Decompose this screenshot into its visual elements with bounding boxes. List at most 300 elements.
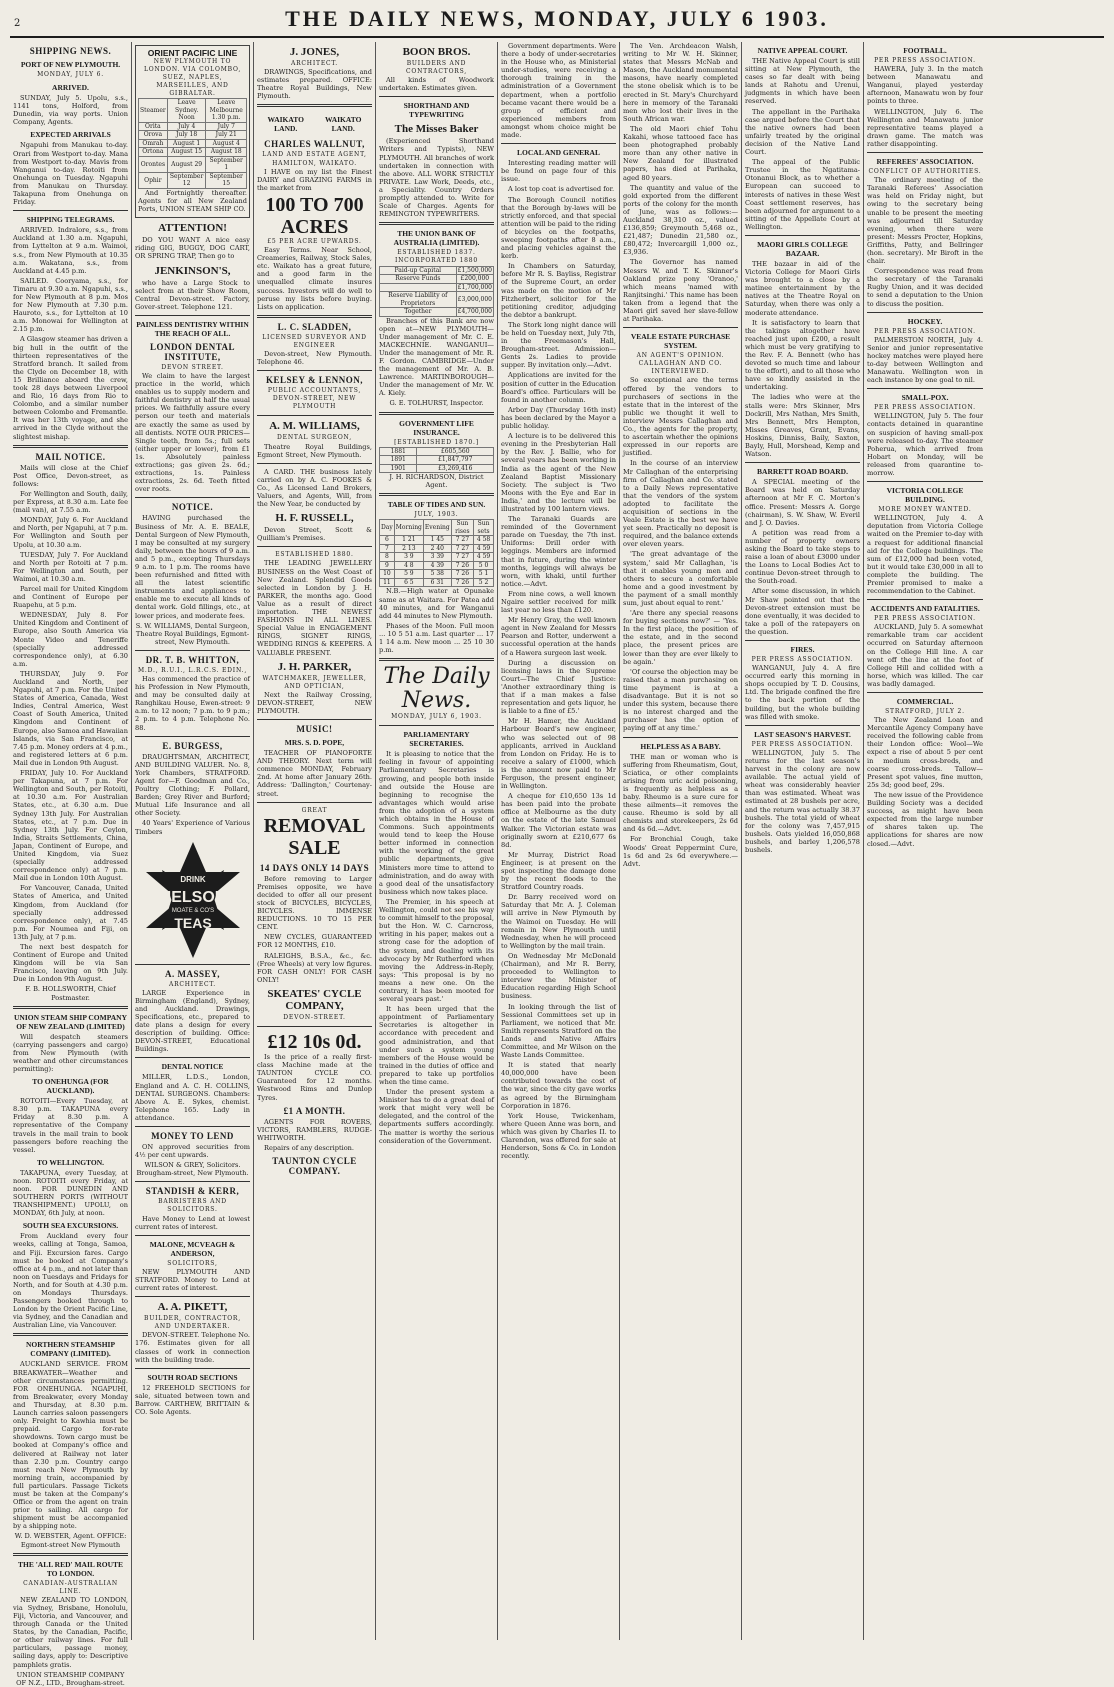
vealle-sub-2: CALLAGHAN AND CO. INTERVIEWED. bbox=[638, 360, 723, 376]
referees-text: The ordinary meeting of the Taranaki Referees' Association was held on Friday night, but owing to the secretary being unable to be present the meeting was adjourned till Saturday evening, when there were present: Messrs Procter, Hopkins, Griffiths, Patty, and Bellringer (hon. secretary). Mr Biroft in the chair. bbox=[867, 176, 983, 266]
divider bbox=[257, 546, 372, 547]
table-cell: 3 9 bbox=[394, 553, 423, 562]
repairs-text: Repairs of any description. bbox=[264, 1143, 355, 1152]
removal-sale-heading: REMOVAL SALE bbox=[263, 814, 366, 859]
orient-subheading: NEW PLYMOUTH TO LONDON. VIA COLOMBO, SUEZ, NAPLES, MARSEILLES, AND GIBRALTAR. bbox=[143, 58, 242, 98]
nss-text: AUCKLAND SERVICE. FROM BREAKWATER—Weather and other circumstances permitting. FOR ONEHUNGA. NGAPUHI, from Breakwater, every Monday and Thursday, at 8.30 p.m. Launch carries saloon passengers only. Freight to Kawhia must be prepaid. Cargo for-rate showdowns. Town cargo must be booked at Company's office and delivered at Railway not later than 2.30 p.m. Country cargo must reach New Plymouth by morning train, accompanied by full particulars. Passage Tickets must be taken at the Company's Office or from the agent on train prior to sailing. All cargo for shipment must be accompanied by a shipping note. bbox=[13, 1360, 128, 1531]
local-item: A cheque for £10,650 13s 1d has been paid into the probate office at Melbourne as the duty on the estate of the late Samuel Walker. The Victorian estate was originally sworn at £210,677 6s 8d. bbox=[501, 792, 616, 849]
divider bbox=[135, 1181, 250, 1182]
table-cell: 9 bbox=[380, 561, 395, 570]
uss-text: Will despatch steamers (carrying passengers and cargo) from New Plymouth (with weather and other circumstances permitting): bbox=[13, 1032, 128, 1074]
mail-signature: F. B. HOLLSWORTH, Chief Postmaster. bbox=[25, 985, 116, 1002]
column-6 bbox=[620, 42, 742, 1640]
vealle-text: 'The great advantage of the system,' said Mr Callaghan, 'is that it enables young men and others to secure a comfortable home and a good investment by the payment of a small monthly sum, just about equal to rent.' bbox=[623, 550, 738, 607]
table-cell: 6 31 bbox=[423, 578, 451, 587]
table-row bbox=[380, 283, 494, 292]
kelsey-heading: KELSEY & LENNON, bbox=[266, 375, 363, 386]
jones-heading: J. JONES, bbox=[289, 46, 340, 58]
vealle-text: 'Are there any special reasons for buying sections now?' — 'Yes. In the first place, the position of the estate, and in the second place, the present prices are lower than they are ever likely to be again.' bbox=[623, 609, 738, 666]
days-label: 14 DAYS ONLY 14 DAYS bbox=[259, 862, 370, 873]
table-cell: August 18 bbox=[206, 148, 247, 157]
table-row bbox=[139, 156, 247, 172]
waikato-row bbox=[257, 111, 372, 135]
table-row bbox=[380, 553, 494, 562]
whitton-sub: M.D., R.U.I., L.R.C.S. EDIN., bbox=[137, 666, 248, 674]
bank-signature: G. E. TOLHURST, Inspector. bbox=[389, 399, 484, 408]
pikett-sub: BUILDER, CONTRACTOR, AND UNDERTAKER. bbox=[144, 1315, 241, 1331]
bank-established: ESTABLISHED 1837. INCORPORATED 1880 bbox=[394, 249, 479, 265]
jenkinson-text: who have a Large Stock to select from at their Show Room, Central Devon-street. Factory, Gover-street. Telephone 121. bbox=[135, 278, 250, 311]
teas-top-text: DRINK bbox=[179, 874, 206, 884]
pikett-heading: A. A. PIKETT, bbox=[157, 1301, 228, 1314]
table-row bbox=[380, 275, 494, 284]
mail-text-6: WEDNESDAY, July 8. For United Kingdom and Continent of Europe, also South America via Monte Video and Teneriffe (specially addressed correspondence only), at 6.30 a.m. bbox=[13, 611, 128, 668]
news-item: The quantity and value of the gold exported from the different ports of the colony for the month of June, was as follows:—Auckland 38,310 oz., valued £136,859; Greymouth 5,468 oz., £21,487; Dunedin 21,580 oz., £80,472; Invercargill 1,000 oz., £3,936. bbox=[623, 183, 738, 257]
divider bbox=[257, 415, 372, 416]
table-cell: 11 bbox=[380, 578, 395, 587]
hockey-heading: HOCKEY. bbox=[907, 316, 943, 326]
table-cell: Orontes bbox=[139, 156, 168, 172]
fires-heading: FIRES. bbox=[790, 645, 815, 654]
divider bbox=[379, 96, 494, 97]
table-cell: £200,000 bbox=[456, 275, 493, 284]
divider bbox=[257, 1026, 372, 1027]
table-cell: September 15 bbox=[206, 172, 247, 188]
vealle-heading: VEALE ESTATE PURCHASE SYSTEM. bbox=[630, 332, 731, 351]
table-cell: 7 27 bbox=[451, 536, 473, 545]
divider bbox=[745, 462, 860, 463]
accidents-heading: ACCIDENTS AND FATALITIES. bbox=[870, 604, 980, 614]
table-cell: 10 bbox=[380, 570, 395, 579]
column-1 bbox=[10, 42, 132, 1687]
hockey-sub: PER PRESS ASSOCIATION. bbox=[874, 327, 976, 335]
table-row bbox=[139, 131, 247, 140]
local-item: From nine cows, a well known Ngaire settler received for milk last year no less than £120. bbox=[501, 589, 616, 615]
sea-heading: SOUTH SEA EXCURSIONS. bbox=[22, 1221, 119, 1231]
hockey-text: PALMERSTON NORTH, July 4. Senior and junior representative hockey matches were played here to-day between Wellington and Manawatu. Wellington won in each instance by one goal to nil. bbox=[867, 335, 983, 385]
local-item: Interesting reading matter will be found on page four of this issue. bbox=[501, 159, 616, 184]
dental-text: MILLER, L.D.S., London, England and A. C. H. COLLINS, DENTAL SURGEONS. Chambers: Above A. E. Sykes, chemist. Telephone 165. Lady in attendance. bbox=[135, 1073, 250, 1122]
bank-table bbox=[379, 266, 494, 317]
wellington-heading: TO WELLINGTON. bbox=[36, 1157, 105, 1167]
allred-heading: THE 'ALL RED' MAIL ROUTE TO LONDON. bbox=[17, 1559, 124, 1578]
allred-subheading: CANADIAN-AUSTRALIAN LINE. bbox=[23, 1579, 118, 1595]
bank-text: Branches of this Bank are now open at—NEW PLYMOUTH—Under management of Mr. C. E. MACKECHNIE. WANGANUI—Under the management of Mr. R. F. Gordon. CAMBRIDGE—Under the management of Mr. A. B. Lawrence. MARTINBOROUGH—Under the management of Mr. W. A. Kiely. bbox=[379, 316, 494, 398]
mail-text-10: The next best despatch for Continent of Europe and United Kingdom will be via San Francisco, leaving on 9th July. Due in London 9th August. bbox=[13, 943, 128, 984]
teas-mid-text: MOATE & CO'S bbox=[171, 907, 214, 914]
table-cell: £1,500,000 bbox=[457, 266, 492, 274]
vealle-sub: AN AGENT'S OPINION. bbox=[636, 352, 725, 360]
boon-sub: BUILDERS AND CONTRACTORS, bbox=[405, 60, 468, 76]
london-dental-sub: DEVON STREET. bbox=[161, 363, 224, 371]
local-item: Applications are invited for the position of cutter in the Education Board's office. Particulars will be found in another column. bbox=[501, 371, 616, 404]
table-cell: July 4 bbox=[167, 122, 206, 131]
skeates-sub: DEVON-STREET. bbox=[283, 1013, 346, 1021]
orient-heading: ORIENT PACIFIC LINE bbox=[147, 48, 238, 58]
local-item: It is stated that nearly 40,000,000 have been contributed towards the cost of the war, since the city gave works as agreed by the Birmingham Corporation in 1876. bbox=[501, 1061, 616, 1110]
table-cell: 7 26 bbox=[451, 570, 473, 579]
column-3 bbox=[254, 42, 376, 1640]
local-item: On Wednesday Mr McDonald (Chairman), and Mr R. Berry, proceeded to Wellington to interview the Minister of Education regarding High School business. bbox=[501, 951, 616, 1001]
mail-text-9: For Vancouver, Canada, United States of America, and United Kingdom, from Auckland (for specially addressed correspondence only), at 7.45 p.m. For Noumea and Fiji, on 13th July, at 7 p.m. bbox=[13, 884, 128, 941]
victoria-heading: VICTORIA COLLEGE BUILDING. bbox=[886, 486, 964, 505]
table-cell: 8 bbox=[380, 553, 395, 562]
table-cell: £3,269,416 bbox=[417, 464, 494, 473]
table-row bbox=[139, 122, 247, 131]
divider bbox=[13, 210, 128, 211]
commercial-text-2: The new issue of the Providence Building Society was a decided success, as might have been expected from the large number of shares taken up. The applications for shares are now closed.—Advt. bbox=[867, 790, 983, 848]
notice-text: HAVING purchased the Business of Mr. A. E. BEALE, Dental Surgeon of New Plymouth, I may be consulted at my surgery daily, between the hours of 9 a.m. and 5 p.m., excepting Thursdays 9 a.m. to 1 p.m. The rooms have been refurnished and fitted with all the latest scientific instruments and appliances to enable me to execute all kinds of dental work. Gold fillings, etc., at lower prices, and moderate fees. bbox=[135, 514, 250, 620]
money-text: ON approved securities from 4½ per cent upwards. bbox=[135, 1143, 250, 1160]
baker-text: (Experienced Shorthand Writers and Typists), NEW PLYMOUTH. All branches of work undertaken in connection with the above. ALL WORK STRICTLY PRIVATE. Law Work, Deeds, etc., a Speciality. Country Orders promptly attended to. Write for Scale of Charges. Agents for REMINGTON TYPEWRITERS. bbox=[379, 137, 494, 219]
massey-heading: A. MASSEY, bbox=[165, 968, 220, 979]
acres-sub: £5 PER ACRE UPWARDS. bbox=[267, 237, 362, 245]
divider bbox=[13, 1553, 128, 1556]
malone-heading: MALONE, MCVEAGH & ANDERSON, bbox=[149, 1239, 236, 1258]
attention-heading: ATTENTION! bbox=[158, 222, 227, 235]
divider bbox=[623, 327, 738, 328]
table-cell: 6 5 bbox=[394, 578, 423, 587]
table-cell: 1881 bbox=[380, 447, 417, 456]
table-cell: 7 26 bbox=[451, 578, 473, 587]
wallnut-text: I HAVE on my list the Finest DAIRY and GRAZING FARMS in the market from bbox=[257, 167, 372, 192]
newspaper-title: THE DAILY NEWS, MONDAY, JULY 6 1903. bbox=[285, 6, 829, 31]
arrived-heading: ARRIVED. bbox=[52, 83, 89, 93]
divider bbox=[379, 412, 494, 415]
referees-text-2: Correspondence was read from the secretary of the Taranaki Rugby Union, and it was decided to send a deputation to the Union to discuss the position. bbox=[867, 267, 983, 308]
court-text: THE Native Appeal Court is still sitting at New Plymouth, the cases so far dealt with being lands at Rahotu and Urenui, judgments in which have been reserved. bbox=[745, 57, 860, 106]
divider bbox=[135, 1126, 250, 1127]
divider bbox=[379, 493, 494, 496]
acres-text: Easy Terms. Near School, Creameries, Railway, Stock Sales, etc. Waikato has a great future, and a good farm in the unequalled climate insures success. Investors will do well to peruse my lists before buying. Lists on application. bbox=[257, 246, 372, 311]
victoria-text: WELLINGTON, July 4. A deputation from Victoria College waited on the Premier to-day with a request for additional financial aid for the College buildings. The sum of £12,000 had been voted, but it would take £30,000 in all to complete the building. The Premier promised to make a recommendation to the Cabinet. bbox=[867, 514, 983, 596]
news-item: The Ven. Archdeacon Walsh, writing to Mr W. H. Skinner, states that Messrs McNab and Mason, the Auckland monumental masons, have nearly completed the stone obelisk which is to be erected in St. Mary's Churchyard here in memory of the Taranaki men who lost their lives in the South African war. bbox=[623, 42, 738, 123]
table-cell: July 18 bbox=[167, 131, 206, 140]
attention-text: DO YOU WANT A nice easy riding GIG, BUGGY, DOG CART, OR SPRING TRAP, Then go to bbox=[135, 236, 250, 261]
daily-news-date: MONDAY, JULY 6, 1903. bbox=[391, 713, 482, 721]
table-cell: Reserve Liability of Proprietors bbox=[380, 292, 457, 308]
waikato-left: WAIKATO LAND. bbox=[267, 115, 304, 134]
table-cell: 4 59 bbox=[474, 553, 494, 562]
table-cell: July 21 bbox=[206, 131, 247, 140]
russell-heading: H. F. RUSSELL, bbox=[275, 512, 354, 525]
mail-heading: MAIL NOTICE. bbox=[35, 451, 106, 462]
uss-heading: UNION STEAM SHIP COMPANY OF NEW ZEALAND (LIMITED) bbox=[14, 1012, 127, 1031]
shipping-heading: SHIPPING NEWS. bbox=[29, 46, 112, 56]
editorial-continued: Government departments. Were there a body of under-secretaries in the House who, as Ministerial under-studies, were receiving a thorough training in the administration of a Government department, when a portfolio became vacant there would be a group of efficient and experienced members from amongst whom choice might be made. bbox=[501, 42, 616, 140]
barrett-heading: BARRETT ROAD BOARD. bbox=[757, 467, 848, 477]
teas-bottom-text: TEAS bbox=[173, 914, 212, 931]
smallpox-sub: PER PRESS ASSOCIATION. bbox=[874, 404, 976, 412]
table-cell: Orita bbox=[139, 122, 168, 131]
tides-col-header: Morning bbox=[394, 520, 423, 536]
football-text: HAWERA, July 3. In the match between Manawatu and Wanganui, played yesterday afternoon, Manawatu won by four points to three. bbox=[867, 65, 983, 106]
divider bbox=[745, 640, 860, 641]
standish-heading: STANDISH & KERR, bbox=[145, 1186, 240, 1197]
pope-heading: MRS. S. D. POPE, bbox=[284, 738, 345, 748]
tides-heading: TABLE OF TIDES AND SUN. bbox=[387, 500, 486, 510]
referees-sub: CONFLICT OF AUTHORITIES. bbox=[868, 168, 982, 176]
tides-col-header: Sun rises bbox=[451, 520, 473, 536]
taunton-heading: TAUNTON CYCLE COMPANY. bbox=[272, 1155, 357, 1176]
notice-signature: S. W. WILLIAMS, Dental Surgeon, Theatre Royal Buildings, Egmont-street, New Plymouth. bbox=[135, 621, 250, 646]
divider bbox=[379, 725, 494, 726]
divider bbox=[257, 463, 372, 464]
table-cell: 6 bbox=[380, 536, 395, 545]
table-cell: 7 26 bbox=[451, 561, 473, 570]
divider bbox=[867, 152, 983, 153]
tides-table bbox=[379, 519, 494, 587]
moon-phases: Phases of the Moon. Full moon ... 10 5 51 a.m. Last quarter ... 17 1 14 a.m. New moon ... 25 10 30 p.m. bbox=[379, 621, 494, 655]
harvest-sub: PER PRESS ASSOCIATION. bbox=[751, 740, 854, 748]
table-row bbox=[380, 536, 494, 545]
allred-signature: UNION STEAMSHIP COMPANY OF N.Z., LTD., Brougham-street. bbox=[16, 1670, 125, 1687]
table-row bbox=[380, 578, 494, 587]
local-item: The Stork long night dance will be held on Tuesday next, July 7th, in the Freemason's Hall, Brougham-street. Admission—Gents 2s. Ladies to provide supper. By invitation only.—Advt. bbox=[501, 320, 616, 370]
removal-text: Before removing to Larger Premises opposite, we have decided to offer all our present stock of BICYCLES, BICYCLES, BICYCLES. IMMENSE REDUCTIONS. 10 TO 15 PER CENT. bbox=[257, 874, 372, 932]
burgess-heading: E. BURGESS, bbox=[162, 740, 223, 751]
whitton-heading: DR. T. B. WHITTON, bbox=[145, 654, 240, 665]
govt-established: [ESTABLISHED 1870.] bbox=[394, 438, 479, 446]
sladden-heading: L. C. SLADDEN, bbox=[277, 321, 352, 332]
burgess-text: DRAUGHTSMAN, ARCHITECT, AND BUILDING VALUER. No. 8, York Chambers, STRATFORD. Agent for—F. Goodman and Co., Poultry Clothing; F. Pollard, Barden; Grey River and Burford; Mutual Life Insurance and all other Society. bbox=[135, 752, 250, 818]
skeates-heading: SKEATES' CYCLE COMPANY, bbox=[267, 987, 362, 1012]
helpless-text: THE man or woman who is suffering from Rheumatism, Gout, Sciatica, or other complaints arising from uric acid poisoning, is frequently as helpless as a baby. Rheumo is a sure cure for these ailments—it removes the cause. Rheumo is sold by all chemists and storekeepers, 2s 6d and 4s 6d.—Advt. bbox=[623, 752, 738, 834]
smallpox-text: WELLINGTON, July 5. The four contacts detained in quarantine on suspicion of having small-pox were released to-day. The steamer Poherua, which arrived from Hobart on Monday, will be released from quarantine to-morrow. bbox=[867, 412, 983, 478]
parliamentary-text-2: The Premier, in his speech at Wellington, could not see his way to commit himself to the proposal, but the Hon. W. C. Carncross, writing in his paper, makes out a strong case for the adoption of the system, and dealing with its advocacy by Mr Rutherford when moving the Address-in-Reply, says: 'This proposal is by no means a new one. On the contrary, it has been mooted for several years past.' bbox=[379, 897, 494, 1004]
divider bbox=[257, 104, 372, 107]
great-label: GREAT bbox=[301, 806, 328, 814]
news-item: The Governor has named Messrs W. and T. K. Skinner's Oakland prize pony 'Oranoo,' which means 'named with Ranjitsinghi.' This name has been taken from a legend that the Maori girl saved her slave-fellow at Parihaka. bbox=[623, 258, 738, 324]
court-text: The appeal of the Public Trustee in the Ngatitama-Otonanui Block, as to whether a European can succeed to interests of natives in these West Coast settlement reserves, has been adjourned for argument to a sitting of the Appellate Court at Wellington. bbox=[745, 158, 860, 231]
divider bbox=[745, 725, 860, 726]
divider bbox=[745, 235, 860, 236]
mail-text-3: MONDAY, July 6. For Auckland and North, per Ngapuhi, at 7 p.m. For Wellington and South per Upolu, at 10.30 a.m. bbox=[13, 516, 128, 549]
music-heading: MUSIC! bbox=[296, 724, 333, 735]
football-text: WELLINGTON, July 6. The Wellington and Manawatu junior representative teams played a drawn game. The match was rather disappointing. bbox=[867, 107, 983, 148]
parker-heading: J. H. PARKER, bbox=[277, 660, 352, 673]
money-heading: MONEY TO LEND bbox=[151, 1131, 234, 1141]
orient-col-header: Leave Melbourne 1.30 p.m. bbox=[206, 99, 247, 123]
harvest-text: WELLINGTON, July 5. The returns for the last season's harvest in the colony are now available. The actual yield of wheat was considerably heavier than was estimated. Wheat was estimated at 28 bushels per acre, and the return was actually 38.37 bushels. The total yield of wheat for the colony was 7,457,915 bushels. Oats yielded 16,050,868 bushels, and barley 1,206,578 bushels. bbox=[745, 748, 860, 854]
table-row bbox=[380, 464, 494, 473]
daily-news-nameplate: The Daily News. bbox=[383, 664, 490, 714]
month-label: £1 A MONTH. bbox=[283, 1105, 346, 1116]
parliamentary-text-1: It is pleasing to notice that the feeling in favour of appointing Parliamentary Secretaries is growing, and people both inside and outside the House are beginning to recognise the advantages which would arise from the adoption of a system which obtains in the House of Commons. Such appointments would tend to keep the House better informed in connection with the working of the great public departments, give Ministers more time to attend to administration, and do away with a good deal of the unsatisfactory business which now takes place. bbox=[379, 750, 494, 896]
table-cell: 3 39 bbox=[423, 553, 451, 562]
table-cell: 7 27 bbox=[451, 544, 473, 553]
commercial-text: The New Zealand Loan and Mercantile Agency Company have received the following cable from their London office: Wool—We expect a rise of about 5 per cent in medium cross-breds, and coarse cross-breds. Tallow—Present spot values, fine mutton, 25s 3d; good beef, 29s. bbox=[867, 716, 983, 789]
maori-heading: MAORI GIRLS COLLEGE BAZAAR. bbox=[757, 239, 848, 258]
table-cell: August 4 bbox=[206, 139, 247, 148]
established-label: ESTABLISHED 1880. bbox=[275, 551, 354, 559]
divider bbox=[867, 599, 983, 600]
baker-heading: The Misses Baker bbox=[394, 123, 479, 136]
divider bbox=[257, 802, 372, 803]
table-cell: August 15 bbox=[167, 148, 206, 157]
table-cell: 5 9 bbox=[394, 570, 423, 579]
table-cell: Orova bbox=[139, 131, 168, 140]
table-cell: 5 38 bbox=[423, 570, 451, 579]
football-sub: PER PRESS ASSOCIATION. bbox=[874, 57, 976, 64]
govt-funds-table bbox=[379, 447, 494, 474]
south-road-text: 12 FREEHOLD SECTIONS for sale, situated between town and Barrow. CARTHEW, BRITTAIN & CO. Sole Agents. bbox=[135, 1383, 250, 1416]
referees-heading: REFEREES' ASSOCIATION. bbox=[876, 157, 974, 167]
price-text: Is the price of a really first-class Machine made at the TAUNTON CYCLE CO. Guaranteed for 12 months. Westwood Rims and Dunlop Tyres. bbox=[257, 1053, 372, 1102]
accidents-sub: PER PRESS ASSOCIATION. bbox=[874, 615, 976, 623]
nelson-teas-star-logo bbox=[140, 840, 246, 960]
local-general-heading: LOCAL AND GENERAL bbox=[517, 148, 600, 158]
local-item: A lost top coat is advertised for. bbox=[508, 185, 615, 194]
divider bbox=[135, 736, 250, 737]
teas-main-text: NELSON bbox=[159, 888, 226, 906]
local-item: Mr H. Hamer, the Auckland Harbour Board's new engineer, who was selected out of 98 applicants, arrived in Auckland from London on Friday. He is to receive a salary of £1000, which is the amount now paid to Mr Ferguson, the present engineer, in Wellington. bbox=[501, 717, 616, 791]
table-row bbox=[380, 447, 494, 456]
column-5 bbox=[498, 42, 620, 1640]
london-dental-text: We claim to have the largest practice in the world, which enables us to supply modern and faithful dentistry at half the usual prices. We faithfully assure every person our teeth and materials are exactly the same as used by all dentists. NOTE OUR PRICES—Single teeth, from 5s.; full sets (either upper or lower), from £1 1s. Absolutely painless extractions; gas given 2s. 6d.; extractions, 1s. Painless extractions, 2s. 6d. Teeth fitted over roots. bbox=[135, 372, 250, 494]
local-item: Mr Henry Gray, the well known agent in New Zealand for Messrs Pearson and Rotter, underwent a successful operation at the hands of a Hawera surgeon last week. bbox=[501, 616, 616, 657]
table-cell: 5 2 bbox=[474, 578, 494, 587]
jenkinson-heading: JENKINSON'S, bbox=[154, 264, 231, 277]
table-cell: August 1 bbox=[167, 139, 206, 148]
victoria-sub: MORE MONEY WANTED. bbox=[878, 506, 972, 514]
column-7 bbox=[742, 42, 864, 1640]
notice-heading: NOTICE. bbox=[171, 502, 214, 513]
table-row bbox=[380, 266, 494, 275]
table-row bbox=[139, 172, 247, 188]
divider bbox=[867, 481, 983, 482]
divider bbox=[867, 312, 983, 313]
table-row bbox=[380, 308, 494, 317]
table-cell: £1,700,000 bbox=[457, 283, 492, 291]
london-dental-heading: LONDON DENTAL INSTITUTE, bbox=[149, 341, 236, 362]
divider bbox=[379, 222, 494, 225]
mail-text-1: Mails will close at the Chief Post Office, Devon-street, as follows: bbox=[13, 463, 128, 488]
divider bbox=[13, 1006, 128, 1009]
telegrams-text: ARRIVED. Indralore, s.s., from Auckland at 1.30 a.m. Ngapuhi, from Lyttelton at 9 a.m. Waimoi, s.s., from New Plymouth at 10.35 a.m. Wakatana, s.s., from Auckland at 4.45 p.m. bbox=[13, 226, 128, 275]
card-text: A CARD. THE business lately carried on by A. C. FOOKES & Co., As Licensed Land Brokers, Valuers, and Agents, Will, from the New Year, be conducted by bbox=[257, 467, 372, 509]
russell-text: Devon Street, Scott & Quilliam's Premises. bbox=[257, 526, 372, 543]
local-item: A lecture is to be delivered this evening in the Presbyterian Hall by the Rev. J. Ballie, who for several years has been working in India as the agent of the New Zealand Baptist Missionary Society. The subject is 'Two Moons with the Eye and Ear in India,' and the lecture will be illustrated by 100 lantern views. bbox=[501, 432, 616, 513]
commercial-heading: COMMERCIAL. bbox=[896, 697, 954, 706]
port-heading: PORT OF NEW PLYMOUTH. bbox=[20, 60, 121, 69]
table-cell: £1,847,797 bbox=[417, 456, 494, 465]
mail-text-2: For Wellington and South, daily, per Express, at 8.30 a.m. Late fee (mail van), at 7.55 a.m. bbox=[13, 489, 128, 515]
helpless-heading: HELPLESS AS A BABY. bbox=[640, 741, 721, 751]
local-item: Dr. Barry received word on Saturday that Mr. A. J. Coleman will arrive in New Plymouth by the Waimoi on Tuesday. He will remain in New Plymouth until Wednesday, when he will proceed to Wellington by the mail train. bbox=[501, 893, 616, 950]
table-row bbox=[380, 456, 494, 465]
mail-text-5: Parcel mail for United Kingdom and Continent of Europe per Ruapehu, at 5 p.m. bbox=[13, 584, 128, 610]
divider bbox=[257, 370, 372, 371]
standish-text: Have Money to Lend at lowest current rates of interest. bbox=[135, 1214, 250, 1231]
shipping-date: MONDAY, JULY 6. bbox=[37, 71, 104, 78]
pope-text: TEACHER OF PIANOFORTE AND THEORY. Next term will commence MONDAY, February 2nd. At home after January 26th. Address: 'Dallington,' Courtenay-street. bbox=[257, 749, 372, 798]
govt-heading: GOVERNMENT LIFE INSURANCE. bbox=[399, 418, 474, 437]
shorthand-heading: SHORTHAND AND TYPEWRITING bbox=[403, 101, 470, 120]
table-cell: 1 21 bbox=[394, 536, 423, 545]
divider bbox=[379, 658, 494, 661]
divider bbox=[135, 1235, 250, 1236]
table-cell: September 12 bbox=[167, 172, 206, 188]
table-cell: August 29 bbox=[167, 156, 206, 172]
table-cell: 7 bbox=[380, 544, 395, 553]
smallpox-heading: SMALL-POX. bbox=[901, 393, 949, 403]
telegrams-heading: SHIPPING TELEGRAMS. bbox=[26, 215, 115, 225]
sailed-text: SAILED. Cooryama, s.s., for Timaru at 9.30 a.m. Ngapuhi, s.s., for New Plymouth at 8 p.m. Mos for New Plymouth at 7.30 p.m. Hauroto, s.s., for Lyttelton at 10 a.m. Monowai for Wellington at 2.15 p.m. bbox=[13, 276, 128, 334]
williams-sub: DENTAL SURGEON, bbox=[277, 434, 352, 442]
divider bbox=[623, 737, 738, 738]
divider bbox=[501, 143, 616, 144]
arrived-text: SUNDAY, July 5. Upolu, s.s., 1141 tons, Holford, from Dunedin, via way ports. Union Company, Agents. bbox=[13, 94, 128, 127]
boon-text: All kinds of Woodwork undertaken. Estimates given. bbox=[379, 76, 494, 93]
parliamentary-text-3: It has been urged that the appointment of Parliamentary Secretaries is altogether in accordance with precedent and good administration, and that under such a system young members of the House would be trained in the duties of office and prepared to take up portfolios when the time came. bbox=[379, 1005, 494, 1086]
agents-text: AGENTS FOR ROVERS, VICTORS, RAMBLERS, RUDGE-WHITWORTH. bbox=[257, 1117, 372, 1142]
local-item: In looking through the list of Sessional Committees set up in Parliament, we noticed that Mr. Smith represents Stratford on the Lands and Native Affairs Committee, and Mr Wilson on the Waste Lands Committee. bbox=[501, 1002, 616, 1060]
orient-table bbox=[138, 98, 247, 189]
table-cell: Together bbox=[380, 308, 457, 317]
divider bbox=[135, 964, 250, 965]
table-cell: Reserve Funds bbox=[380, 275, 457, 284]
parker-text: Next the Railway Crossing, DEVON-STREET, NEW PLYMOUTH. bbox=[257, 690, 372, 715]
expected-heading: EXPECTED ARRIVALS bbox=[30, 130, 111, 140]
malone-sub: SOLICITORS, bbox=[167, 1259, 218, 1267]
table-row bbox=[139, 139, 247, 148]
orient-col-header: Steamer bbox=[139, 99, 168, 123]
page-number: 2 bbox=[14, 18, 21, 29]
nss-signature: W. D. WEBSTER, Agent. OFFICE: Egmont-street New Plymouth bbox=[14, 1532, 127, 1549]
malone-text: NEW PLYMOUTH AND STRATFORD. Money to Lend at current rates of interest. bbox=[135, 1267, 250, 1293]
table-cell: September 1 bbox=[206, 156, 247, 172]
fires-sub: PER PRESS ASSOCIATION. bbox=[751, 656, 854, 663]
local-item: Mr Murray, District Road Engineer, is at present on the spot inspecting the damage done by the recent floods to the Stratford Country roads. bbox=[501, 850, 616, 892]
boon-heading: BOON BROS. bbox=[402, 46, 471, 58]
table-cell: 7 27 bbox=[451, 553, 473, 562]
south-road-heading: SOUTH ROAD SECTIONS bbox=[147, 1372, 238, 1382]
williams-heading: A. M. WILLIAMS, bbox=[269, 420, 360, 433]
table-cell: 5 0 bbox=[474, 561, 494, 570]
parker-sub: WATCHMAKER, JEWELLER, AND OPTICIAN, bbox=[262, 674, 367, 690]
massey-text: LARGE Experience in Birmingham (England), Sydney, and Auckland. Drawings, Specifications, etc., prepared to date plans a design for every description of building. Office: DEVON-STREET, Educational Buildings. bbox=[135, 988, 250, 1054]
tides-col-header: Day bbox=[380, 520, 395, 536]
table-cell: 2 13 bbox=[394, 544, 423, 553]
commercial-sub: STRATFORD, JULY 2. bbox=[885, 708, 965, 715]
williams-text: Theatre Royal Buildings, Egmont Street, New Plymouth. bbox=[257, 442, 372, 459]
barrett-text: After some discussion, in which Mr Shaw pointed out that the Devon-street extension must be done eventually, it was decided to take a poll of the ratepayers on the question. bbox=[745, 587, 860, 636]
kelsey-sub: PUBLIC ACCOUNTANTS, DEVON-STREET, NEW PLYMOUTH bbox=[267, 387, 362, 411]
jewellery-text: THE LEADING JEWELLERY BUSINESS on the West Coast of New Zealand. Splendid Goods selected in London by J. H. PARKER, the months ago. Good Value as a result of direct importation. THE NEWEST FASHIONS IN ALL LINES. Special Value in ENGAGEMENT RINGS, SIGNET RINGS, WEDDING RINGS & KEEPERS. A VALUABLE PRESENT. bbox=[257, 559, 372, 657]
column-2 bbox=[132, 42, 254, 1640]
divider bbox=[257, 719, 372, 720]
waikato-right: WAIKATO LAND. bbox=[325, 115, 362, 134]
parliamentary-heading: PARLIAMENTARY SECRETARIES. bbox=[403, 730, 470, 749]
vealle-text: So exceptional are the terms offered by the vendors to purchasers of sections in the estate that in the interest of the public we thought it well to interview Messrs Callaghan and Co., the agents for the property, to ascertain whether the opinions expressed in our reports are justified. bbox=[623, 376, 738, 458]
table-cell: 4 58 bbox=[474, 536, 494, 545]
wellington-text: TAKAPUNA, every Tuesday, at noon. ROTOITI every Friday, at noon. FOR DUNEDIN AND SOUTHERN PORTS (WITHOUT TRANSHIPMENT.) UPOLU, on MONDAY, 6th July, at noon. bbox=[13, 1168, 128, 1218]
masthead bbox=[10, 6, 1104, 38]
maori-text: THE bazaar in aid of the Victoria College for Maori Girls was brought to a close by a matinee entertainment by the natives at the Theatre Royal on Saturday, when there was only a moderate attendance. bbox=[745, 259, 860, 317]
local-item: Arbor Day (Thursday 16th inst) has been declared by the Mayor a public holiday. bbox=[501, 405, 616, 431]
court-text: The appellant in the Parihaka case argued before the Court that the native owners had been unfairly treated by the original decision of the Native Land Court. bbox=[745, 107, 860, 157]
local-item: York House, Twickenham, where Queen Anne was born, and which was given by Charles II. to Clarendon, was offered for sale at Henderson, Sons & Co. in London recently. bbox=[501, 1111, 616, 1161]
divider bbox=[135, 1296, 250, 1297]
divider bbox=[257, 315, 372, 318]
sladden-sub: LICENSED SURVEYOR AND ENGINEER bbox=[262, 333, 367, 349]
divider bbox=[135, 1057, 250, 1058]
divider bbox=[135, 650, 250, 651]
onehunga-heading: TO ONEHUNGA (FOR AUCKLAND). bbox=[32, 1077, 109, 1096]
massey-sub: ARCHITECT. bbox=[168, 980, 217, 988]
nss-heading: NORTHERN STEAMSHIP COMPANY (LIMITED). bbox=[25, 1340, 116, 1359]
